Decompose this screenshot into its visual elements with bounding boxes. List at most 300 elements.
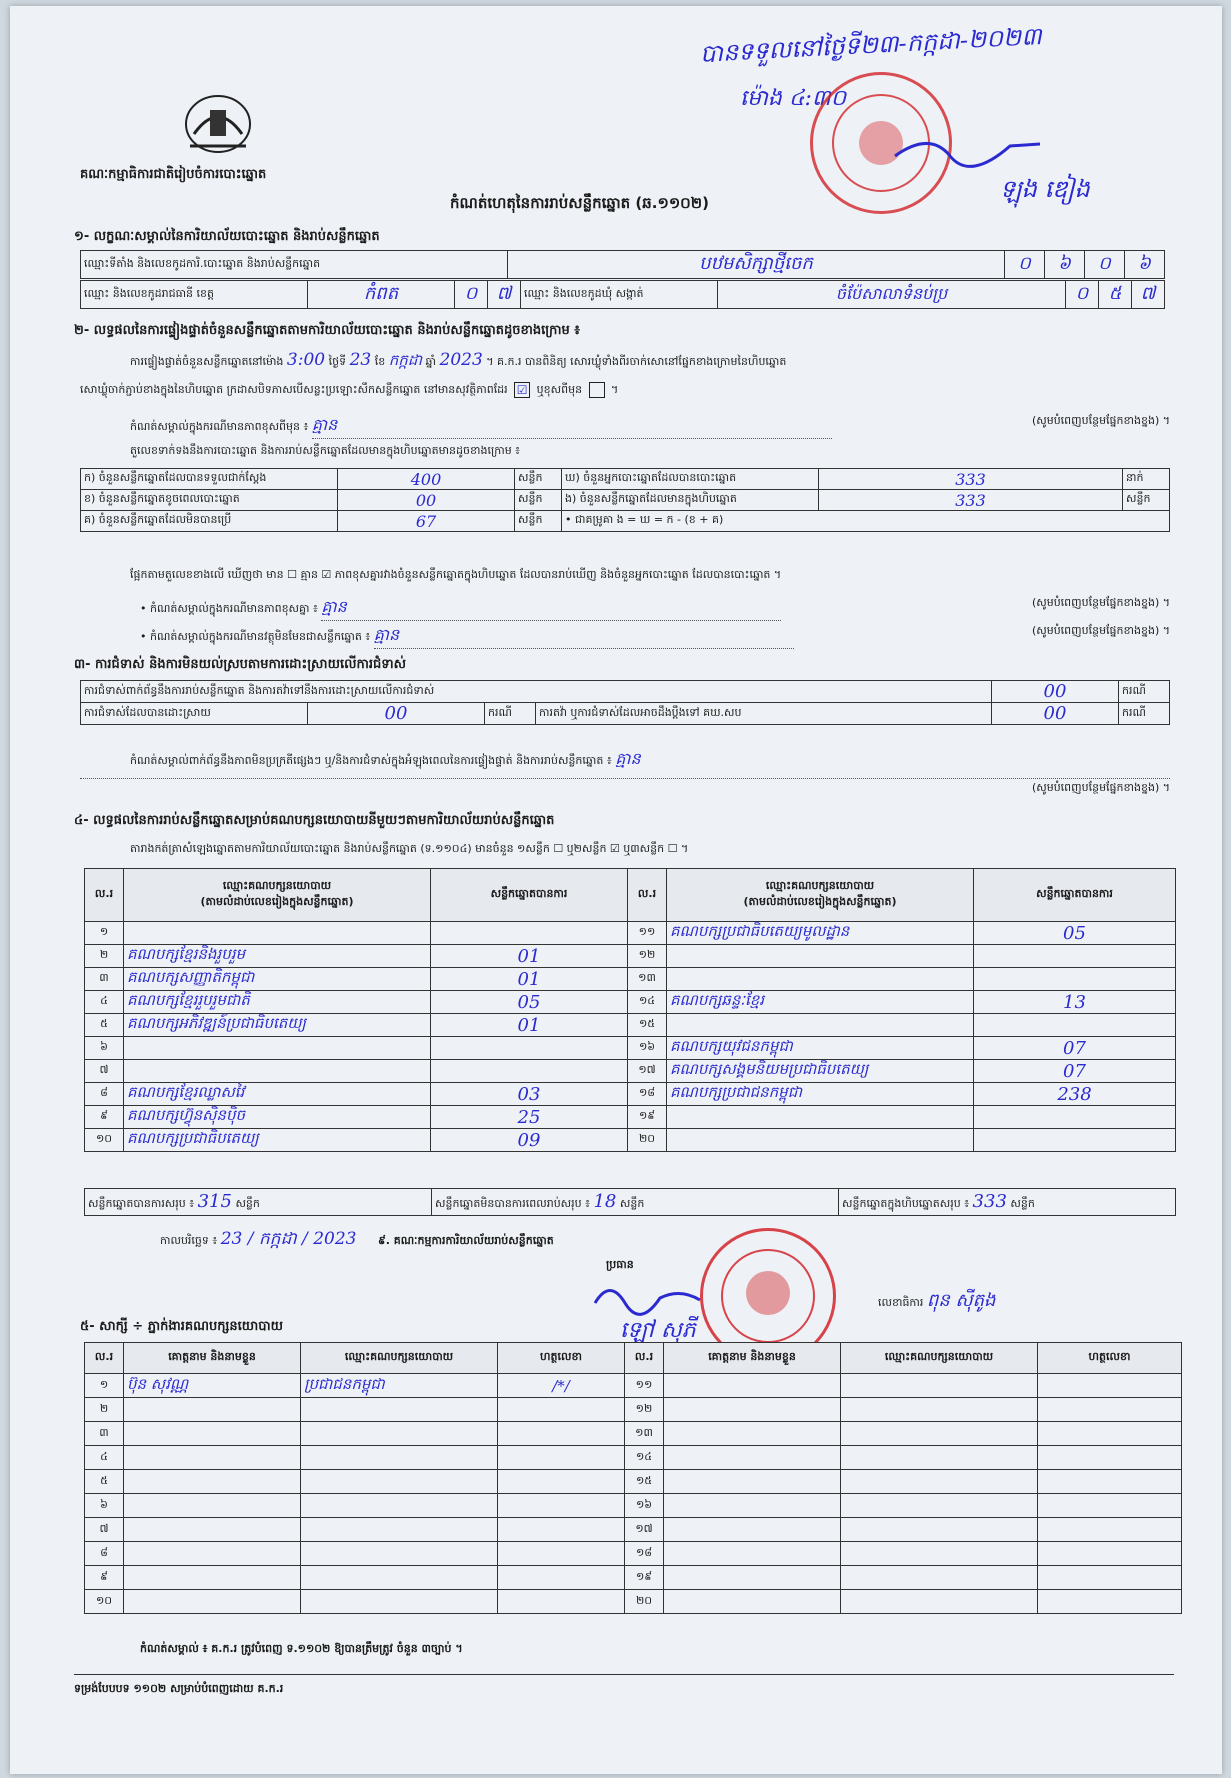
figures-table [80, 468, 1170, 532]
verify-month-label: ខែ [374, 355, 386, 368]
witness-party [301, 1470, 498, 1494]
result-votes [431, 1037, 628, 1060]
date-value: 23 / កក្កដា / 2023 [220, 1229, 357, 1249]
witness-name [124, 1542, 301, 1566]
section1-heading: ១- លក្ខណៈសម្គាល់នៃការិយាល័យបោះឆ្នោត និងរាប់សន្លឹកឆ្នោត [74, 229, 380, 244]
witness-name [124, 1398, 301, 1422]
result-party [124, 1060, 431, 1083]
witness-row [85, 1470, 1182, 1494]
result-votes-right [974, 1129, 1176, 1152]
fig-unit: សន្លឹក [515, 469, 562, 490]
fig-label-right: ឃ) ចំនួនអ្នកបោះឆ្នោតដែលបានបោះឆ្នោត [562, 469, 819, 490]
witness-no: ៥ [85, 1470, 124, 1494]
result-no-right: ១១ [628, 922, 667, 945]
witness-party-right[interactable] [841, 1590, 1038, 1614]
fig-value-right: 333 [819, 469, 1123, 490]
witness-signature [498, 1518, 625, 1542]
result-no-right: ១៥ [628, 1014, 667, 1037]
verify-day: 23 [349, 350, 372, 370]
witness-party-right[interactable] [841, 1470, 1038, 1494]
fig-label: ខ) ចំនួនសន្លឹកឆ្នោតខូចពេលបោះឆ្នោត [81, 490, 338, 511]
result-row [85, 945, 1176, 968]
footer-text: ទម្រង់បែបបទ ១១០២ សម្រាប់បំពេញដោយ គ.ក.រ [74, 1682, 284, 1695]
result-votes: 25 [431, 1106, 628, 1129]
fig-unit: សន្លឹក [515, 490, 562, 511]
commune-code-2: ៥ [1099, 281, 1132, 309]
result-row [85, 1014, 1176, 1037]
witness-no-right: ១៦ [625, 1494, 664, 1518]
result-row [85, 991, 1176, 1014]
result-party-right [667, 1014, 974, 1037]
col-party-sub: (តាមលំដាប់លេខរៀងក្នុងសន្លឹកឆ្នោត) [200, 895, 354, 908]
witness-signature-right[interactable] [1038, 1470, 1182, 1494]
note3-line [140, 624, 1170, 649]
witness-party-right[interactable] [841, 1374, 1038, 1398]
witness-signature [498, 1446, 625, 1470]
fig-unit-right: នាក់ [1123, 469, 1170, 490]
fig-value: 67 [338, 511, 515, 532]
location-label: ឈ្មោះទីតាំង និងលេខកូដការិ.បោះឆ្នោត និងរាប់សន្លឹកឆ្នោត [81, 251, 508, 279]
date-label: កាលបរិច្ឆេទ ៖ [160, 1234, 218, 1247]
totals-table [84, 1188, 1176, 1216]
result-no-right: ១២ [628, 945, 667, 968]
witness-no: ២ [85, 1398, 124, 1422]
result-row [85, 1037, 1176, 1060]
commune-code-1: ០ [1066, 281, 1099, 309]
w-col-sig: ហត្ថលេខា [498, 1343, 625, 1374]
witness-signature [498, 1422, 625, 1446]
result-party: គណបក្សសញ្ញាតិកម្ពុជា [124, 968, 431, 991]
witness-party [301, 1542, 498, 1566]
witness-party [301, 1398, 498, 1422]
witness-signature-right[interactable] [1038, 1590, 1182, 1614]
witness-party [301, 1518, 498, 1542]
location-table [80, 250, 1165, 279]
note-hint: (សូមបំពេញបន្ថែមផ្នែកខាងខ្នង) ។ [1031, 414, 1170, 427]
result-no: ៣ [85, 968, 124, 991]
total-box-cell [839, 1189, 1176, 1216]
note-value: គ្មាន [312, 414, 832, 439]
result-party-right: គណបក្សប្រជាធិបតេយ្យមូលដ្ឋាន [667, 922, 974, 945]
irregularity-hint-line [80, 778, 1170, 797]
result-party: គណបក្សខ្មែរឈ្លាសវៃ [124, 1083, 431, 1106]
witness-name [124, 1590, 301, 1614]
witness-no-right: ១៤ [625, 1446, 664, 1470]
result-no-right: ១៨ [628, 1083, 667, 1106]
result-party-right: គណបក្សឆន្ទៈខ្មែរ [667, 991, 974, 1014]
result-votes [431, 1060, 628, 1083]
result-party-right [667, 945, 974, 968]
witness-party [301, 1494, 498, 1518]
col-no-right: ល.រ [628, 869, 667, 922]
irregularity-value: គ្មាន [615, 749, 641, 768]
witness-signature-right[interactable] [1038, 1494, 1182, 1518]
witness-party-right[interactable] [841, 1494, 1038, 1518]
witness-no: ៣ [85, 1422, 124, 1446]
seal-line: សោឃ្លុំចាក់ភ្ជាប់ខាងក្នុងនៃហិបឆ្នោត ក្រដាសបិទភាសបើសន្លះប្រឡោះសឹកសន្លឹកឆ្នោត នៅមានសុវត្ថិភាពដែរ ☑ ឬខុសពីមុន ។ [80, 383, 619, 397]
witness-name-right[interactable] [664, 1422, 841, 1446]
location-code-2: ៦ [1045, 251, 1085, 279]
result-no-right: ១៩ [628, 1106, 667, 1129]
appeal-unit: ករណី [1119, 703, 1170, 725]
section4-intro: តារាងកត់ត្រាសំឡេងឆ្នោតតាមការិយាល័យបោះឆ្នោត និងរាប់សន្លឹកឆ្នោត (ទ.១១០៤) មានចំនួន ១សន្លឹក ☐ ឬ២សន្លឹក ☑ ឬ៣សន្លឹក ☐ ។ [130, 842, 689, 855]
province-code-1: ០ [455, 281, 488, 309]
note2-label: • កំណត់សម្គាល់ក្នុងករណីមានភាពខុសគ្នា ៖ [140, 602, 318, 615]
result-no-right: ១៣ [628, 968, 667, 991]
witness-party-right[interactable] [841, 1446, 1038, 1470]
note2-value: គ្មាន [321, 596, 781, 621]
witness-party-right[interactable] [841, 1518, 1038, 1542]
compare-line: ផ្អែកតាមតួលេខខាងលើ ឃើញថា មាន ☐ គ្មាន ☑ ភាពខុសគ្នារវាងចំនួនសន្លឹកឆ្នោតក្នុងហិបឆ្នោត ដែលបានរាប់ឃើញ និងចំនួនអ្នកបោះឆ្នោត ដែលបានបោះឆ្នោត ។ [130, 568, 782, 581]
verify-year: 2023 [439, 350, 483, 370]
result-votes [431, 922, 628, 945]
location-code-1: ០ [1005, 251, 1045, 279]
witness-row [85, 1542, 1182, 1566]
verify-month: កក្កដា [388, 351, 423, 369]
result-no: ៨ [85, 1083, 124, 1106]
result-no: ៤ [85, 991, 124, 1014]
date-line [160, 1228, 554, 1253]
witness-signature-right[interactable] [1038, 1374, 1182, 1398]
w-col-party: ឈ្មោះគណបក្សនយោបាយ [301, 1343, 498, 1374]
w-col-party-right: ឈ្មោះគណបក្សនយោបាយ [841, 1343, 1038, 1374]
col-party-right [667, 869, 974, 922]
seal-no-checkbox[interactable] [589, 382, 605, 398]
figures-row [81, 490, 1170, 511]
appeal-label: ការតវ៉ា ឬការជំទាស់ដែលអាចដឹងប្តឹងទៅ គឃ.សប [536, 703, 992, 725]
total-box: 333 [972, 1191, 1007, 1212]
receiver-name: ឡុង ឌៀង [1000, 175, 1090, 203]
col-votes-right: សន្លឹកឆ្នោតបានការ [974, 869, 1176, 922]
total-invalid: 18 [593, 1191, 617, 1212]
fig-unit: សន្លឹក [515, 511, 562, 532]
w-col-no-right: ល.រ [625, 1343, 664, 1374]
result-votes: 09 [431, 1129, 628, 1152]
result-party-right [667, 1129, 974, 1152]
result-row [85, 1083, 1176, 1106]
witness-no-right: ១៣ [625, 1422, 664, 1446]
witness-signature-right[interactable] [1038, 1566, 1182, 1590]
witness-name-right[interactable] [664, 1518, 841, 1542]
fig-formula: • ជាគម្រូគា ង = ឃ = ក - (ខ + គ) [562, 511, 1170, 532]
result-row [85, 1060, 1176, 1083]
irregularity-hint: (សូមបំពេញបន្ថែមផ្នែកខាងខ្នង) ។ [1031, 781, 1170, 794]
note-line [130, 414, 1170, 439]
witness-name-right[interactable] [664, 1374, 841, 1398]
fig-value-right: 333 [819, 490, 1123, 511]
total-box-unit: សន្លឹក [1010, 1197, 1035, 1210]
result-no: ១០ [85, 1129, 124, 1152]
verify-post: ។ គ.ក.រ បានពិនិត្យ សោរឃ្លុំទាំងពីរចាក់សោនៅផ្នែកខាងក្រោមនៃហិបឆ្នោត [486, 355, 787, 368]
witness-name-right[interactable] [664, 1590, 841, 1614]
received-annotation: បានទទួលនៅថ្ងៃទី២៣-កក្កដា-២០២៣ [699, 22, 1043, 68]
witness-name [124, 1494, 301, 1518]
result-votes-right [974, 1106, 1176, 1129]
result-votes-right: 13 [974, 991, 1176, 1014]
result-votes: 01 [431, 1014, 628, 1037]
witness-body [85, 1374, 1182, 1614]
witness-party: ប្រជាជនកម្ពុជា [301, 1374, 498, 1398]
note-label: កំណត់សម្គាល់ក្នុងករណីមានភាពខុសពីមុន ៖ [130, 420, 309, 433]
witness-no: ៧ [85, 1518, 124, 1542]
result-votes-right [974, 968, 1176, 991]
fig-label: ក) ចំនួនសន្លឹកឆ្នោតដែលបានទទួលជាក់ស្តែង [81, 469, 338, 490]
result-votes-right: 07 [974, 1060, 1176, 1083]
province-value: កំពត [308, 281, 455, 309]
witness-row [85, 1494, 1182, 1518]
results-table [84, 868, 1176, 1152]
seal-yes-checkbox[interactable]: ☑ [514, 382, 530, 398]
witness-name [124, 1566, 301, 1590]
witness-table [84, 1342, 1182, 1614]
result-votes-right: 05 [974, 922, 1176, 945]
witness-no: ៩ [85, 1566, 124, 1590]
witness-party [301, 1590, 498, 1614]
verify-day-label: ថ្ងៃទី [328, 355, 347, 368]
witness-row [85, 1590, 1182, 1614]
result-row [85, 968, 1176, 991]
footnote: កំណត់សម្គាល់ ៖ គ.ក.រ ត្រូវបំពេញ ទ.១១០២ ឱ្យបានត្រឹមត្រូវ ចំនួន ៣ច្បាប់ ។ [140, 1642, 463, 1655]
result-no: ៩ [85, 1106, 124, 1129]
witness-party [301, 1422, 498, 1446]
province-table [80, 280, 1165, 309]
commune-label: ឈ្មោះ និងលេខកូដឃុំ សង្កាត់ [521, 281, 718, 309]
witness-name-right[interactable] [664, 1398, 841, 1422]
complaints-table [80, 680, 1170, 725]
result-party-right: គណបក្សប្រជាជនកម្ពុជា [667, 1083, 974, 1106]
result-votes-right: 07 [974, 1037, 1176, 1060]
fig-value: 400 [338, 469, 515, 490]
secretary-signature: ពុន ស៊ីតូង [926, 1290, 996, 1311]
witness-name-right[interactable] [664, 1494, 841, 1518]
witness-name [124, 1470, 301, 1494]
witness-no: ១០ [85, 1590, 124, 1614]
witness-no-right: ១៥ [625, 1470, 664, 1494]
location-value: បឋមសិក្សាថ្មីចេក [508, 251, 1005, 279]
result-party [124, 922, 431, 945]
result-row [85, 1129, 1176, 1152]
witness-name-right[interactable] [664, 1470, 841, 1494]
secretary-line [878, 1288, 995, 1315]
complaints-unit: ករណី [1119, 681, 1170, 703]
witness-party-right[interactable] [841, 1542, 1038, 1566]
witness-no-right: ១១ [625, 1374, 664, 1398]
note2-hint: (សូមបំពេញបន្ថែមផ្នែកខាងខ្នង) ។ [1031, 596, 1170, 609]
result-no: ១ [85, 922, 124, 945]
result-party [124, 1037, 431, 1060]
result-votes: 03 [431, 1083, 628, 1106]
result-no-right: ២០ [628, 1129, 667, 1152]
president-name: ឡៅ សុភី [620, 1318, 696, 1343]
witness-name-right[interactable] [664, 1446, 841, 1470]
irregularity-note [130, 748, 1170, 772]
witness-no: ៨ [85, 1542, 124, 1566]
result-votes: 01 [431, 968, 628, 991]
section5-heading: ៥- សាក្សី ÷ ភ្នាក់ងារគណបក្សនយោបាយ [80, 1319, 283, 1334]
committee-label: ៩. គណៈកម្មការការិយាល័យរាប់សន្លឹកឆ្នោត [377, 1234, 554, 1247]
total-invalid-cell [432, 1189, 839, 1216]
location-code-3: ០ [1085, 251, 1125, 279]
note3-label: • កំណត់សម្គាល់ក្នុងករណីមានវត្ថុមិនមែនជាសន្លឹកឆ្នោត ៖ [140, 630, 371, 643]
w-col-name: គោត្តនាម និងនាមខ្លួន [124, 1343, 301, 1374]
witness-signature-right[interactable] [1038, 1398, 1182, 1422]
witness-signature [498, 1470, 625, 1494]
witness-party-right[interactable] [841, 1398, 1038, 1422]
irregularity-label: កំណត់សម្គាល់ពាក់ព័ន្ធនឹងភាពមិនប្រក្រតីផ្សេងៗ ឬ/និងការជំទាស់ក្នុងអំឡុងពេលនៃការផ្ទៀងផ្ទាត់ និងការរាប់សន្លឹកឆ្នោត ៖ [130, 754, 612, 767]
result-party-right: គណបក្សយុវជនកម្ពុជា [667, 1037, 974, 1060]
witness-no: ៤ [85, 1446, 124, 1470]
witness-row [85, 1518, 1182, 1542]
col-no: ល.រ [85, 869, 124, 922]
signature-top [890, 126, 1040, 180]
results-body [85, 922, 1176, 1152]
figures-row [81, 469, 1170, 490]
w-col-no: ល.រ [85, 1343, 124, 1374]
witness-signature: /*/ [498, 1374, 625, 1398]
total-valid-label: សន្លឹកឆ្នោតបានការសរុប ៖ [88, 1197, 195, 1210]
total-valid: 315 [197, 1191, 232, 1212]
witness-signature [498, 1398, 625, 1422]
result-no: ៦ [85, 1037, 124, 1060]
result-no: ២ [85, 945, 124, 968]
fig-label: គ) ចំនួនសន្លឹកឆ្នោតដែលមិនបានប្រើ [81, 511, 338, 532]
col-party [124, 869, 431, 922]
seal-no-label: ឬខុសពីមុន [536, 383, 583, 396]
resolved-value: 00 [308, 703, 485, 725]
witness-signature [498, 1590, 625, 1614]
province-label: ឈ្មោះ និងលេខកូដរាជធានី ខេត្ត [81, 281, 308, 309]
witness-row [85, 1446, 1182, 1470]
appeal-value: 00 [992, 703, 1119, 725]
complaints-value: 00 [992, 681, 1119, 703]
note2-line [140, 596, 1170, 621]
location-code-4: ៦ [1125, 251, 1165, 279]
result-row [85, 1106, 1176, 1129]
witness-party [301, 1446, 498, 1470]
witness-no-right: ១៨ [625, 1542, 664, 1566]
witness-no-right: ២០ [625, 1590, 664, 1614]
fig-value: 00 [338, 490, 515, 511]
figures-row [81, 511, 1170, 532]
section3-heading: ៣- ការជំទាស់ និងការមិនយល់ស្របតាមការដោះស្រាយលើការជំទាស់ [74, 657, 406, 672]
result-votes-right: 238 [974, 1083, 1176, 1106]
col-party-label-right: ឈ្មោះគណបក្សនយោបាយ [765, 879, 875, 892]
section4-heading: ៤- លទ្ធផលនៃការរាប់សន្លឹកឆ្នោតសម្រាប់គណបក្សនយោបាយនីមួយៗតាមការិយាល័យរាប់សន្លឹកឆ្នោត [74, 813, 555, 828]
nec-emblem-icon [180, 90, 256, 160]
province-code-2: ៧ [488, 281, 521, 309]
result-party: គណបក្សអភិវឌ្ឍន៍ប្រជាធិបតេយ្យ [124, 1014, 431, 1037]
result-party-right [667, 968, 974, 991]
verify-time: 3:00 [286, 350, 326, 370]
result-party: គណបក្សប្រជាធិបតេយ្យ [124, 1129, 431, 1152]
seal-text: សោឃ្លុំចាក់ភ្ជាប់ខាងក្នុងនៃហិបឆ្នោត ក្រដាសបិទភាសបើសន្លះប្រឡោះសឹកសន្លឹកឆ្នោត នៅមានសុវត្ថិភាពដែរ [80, 383, 508, 396]
fig-label-right: ង) ចំនួនសន្លឹកឆ្នោតដែលមានក្នុងហិបឆ្នោត [562, 490, 819, 511]
witness-signature-right[interactable] [1038, 1542, 1182, 1566]
verification-line [130, 350, 1170, 373]
verify-year-label: ឆ្នាំ [425, 355, 436, 368]
total-box-label: សន្លឹកឆ្នោតក្នុងហិបឆ្នោតសរុប ៖ [842, 1197, 970, 1210]
president-label: ប្រធាន [606, 1258, 634, 1271]
witness-signature-right[interactable] [1038, 1446, 1182, 1470]
witness-signature [498, 1566, 625, 1590]
footer-rule [74, 1674, 1174, 1675]
received-time: ម៉ោង ៤:៣០ [740, 86, 847, 111]
witness-no-right: ១៩ [625, 1566, 664, 1590]
total-valid-unit: សន្លឹក [235, 1197, 260, 1210]
complaints-label: ការជំទាស់ពាក់ព័ន្ធនឹងការរាប់សន្លឹកឆ្នោត និងការតវ៉ាទៅនឹងការដោះស្រាយលើការជំទាស់ [81, 681, 992, 703]
witness-party [301, 1566, 498, 1590]
result-no: ៧ [85, 1060, 124, 1083]
w-col-name-right: គោត្តនាម និងនាមខ្លួន [664, 1343, 841, 1374]
resolved-label: ការជំទាស់ដែលបានដោះស្រាយ [81, 703, 308, 725]
w-col-sig-right: ហត្ថលេខា [1038, 1343, 1182, 1374]
witness-name-right[interactable] [664, 1566, 841, 1590]
result-votes: 05 [431, 991, 628, 1014]
commune-value: ចំប៉ែសាលាទំនប់ប្រ [718, 281, 1066, 309]
result-party: គណបក្សខ្មែរនិងរួបរួម [124, 945, 431, 968]
col-party-sub-right: (តាមលំដាប់លេខរៀងក្នុងសន្លឹកឆ្នោត) [743, 895, 897, 908]
result-votes: 01 [431, 945, 628, 968]
witness-party-right[interactable] [841, 1566, 1038, 1590]
result-party: គណបក្សហ៊្វុនស៊ិនប៉ិច [124, 1106, 431, 1129]
witness-name-right[interactable] [664, 1542, 841, 1566]
witness-row [85, 1566, 1182, 1590]
verify-pre: ការផ្ទៀងផ្ទាត់ចំនួនសន្លឹកឆ្នោតនៅម៉ោង [130, 355, 284, 368]
note3-value: គ្មាន [374, 624, 794, 649]
result-votes-right [974, 945, 1176, 968]
witness-signature-right[interactable] [1038, 1422, 1182, 1446]
witness-party-right[interactable] [841, 1422, 1038, 1446]
note3-hint: (សូមបំពេញបន្ថែមផ្នែកខាងខ្នង) ។ [1031, 624, 1170, 637]
org-name: គណៈកម្មាធិការជាតិរៀបចំការបោះឆ្នោត [80, 167, 267, 182]
resolved-unit: ករណី [485, 703, 536, 725]
page-title: កំណត់ហេតុនៃការរាប់សន្លឹកឆ្នោត (ឆ.១១០២) [450, 194, 710, 212]
witness-signature [498, 1542, 625, 1566]
witness-no: ១ [85, 1374, 124, 1398]
section2-heading: ២- លទ្ធផលនៃការផ្ទៀងផ្ទាត់ចំនួនសន្លឹកឆ្នោតតាមការិយាល័យបោះឆ្នោត និងរាប់សន្លឹកឆ្នោតដូចខាងក្រោម ៖ [74, 323, 580, 338]
result-no-right: ១៧ [628, 1060, 667, 1083]
witness-row [85, 1374, 1182, 1398]
result-no-right: ១៤ [628, 991, 667, 1014]
result-no: ៥ [85, 1014, 124, 1037]
figures-intro: តួលេខទាក់ទងនឹងការបោះឆ្នោត និងការរាប់សន្លឹកឆ្នោតដែលមានក្នុងហិបឆ្នោតមានដូចខាងក្រោម ៖ [130, 444, 521, 457]
president-signature [590, 1278, 710, 1322]
result-votes-right [974, 1014, 1176, 1037]
result-party-right [667, 1106, 974, 1129]
witness-name [124, 1422, 301, 1446]
result-party: គណបក្សខ្មែររួបរួមជាតិ [124, 991, 431, 1014]
witness-name [124, 1446, 301, 1470]
witness-name [124, 1518, 301, 1542]
col-party-label: ឈ្មោះគណបក្សនយោបាយ [222, 879, 332, 892]
witness-row [85, 1422, 1182, 1446]
witness-row [85, 1398, 1182, 1422]
form-page [10, 6, 1222, 1774]
total-invalid-label: សន្លឹកឆ្នោតមិនបានការពេលរាប់សរុប ៖ [435, 1197, 590, 1210]
result-row [85, 922, 1176, 945]
witness-name: ប៊ុន សុវណ្ណ [124, 1374, 301, 1398]
witness-signature [498, 1494, 625, 1518]
secretary-label: លេខាធិការ [878, 1296, 924, 1309]
witness-no-right: ១២ [625, 1398, 664, 1422]
witness-signature-right[interactable] [1038, 1518, 1182, 1542]
commune-code-3: ៧ [1132, 281, 1165, 309]
result-party-right: គណបក្សសង្គមនិយមប្រជាធិបតេយ្យ [667, 1060, 974, 1083]
fig-unit-right: សន្លឹក [1123, 490, 1170, 511]
witness-no-right: ១៧ [625, 1518, 664, 1542]
result-no-right: ១៦ [628, 1037, 667, 1060]
total-valid-cell [85, 1189, 432, 1216]
